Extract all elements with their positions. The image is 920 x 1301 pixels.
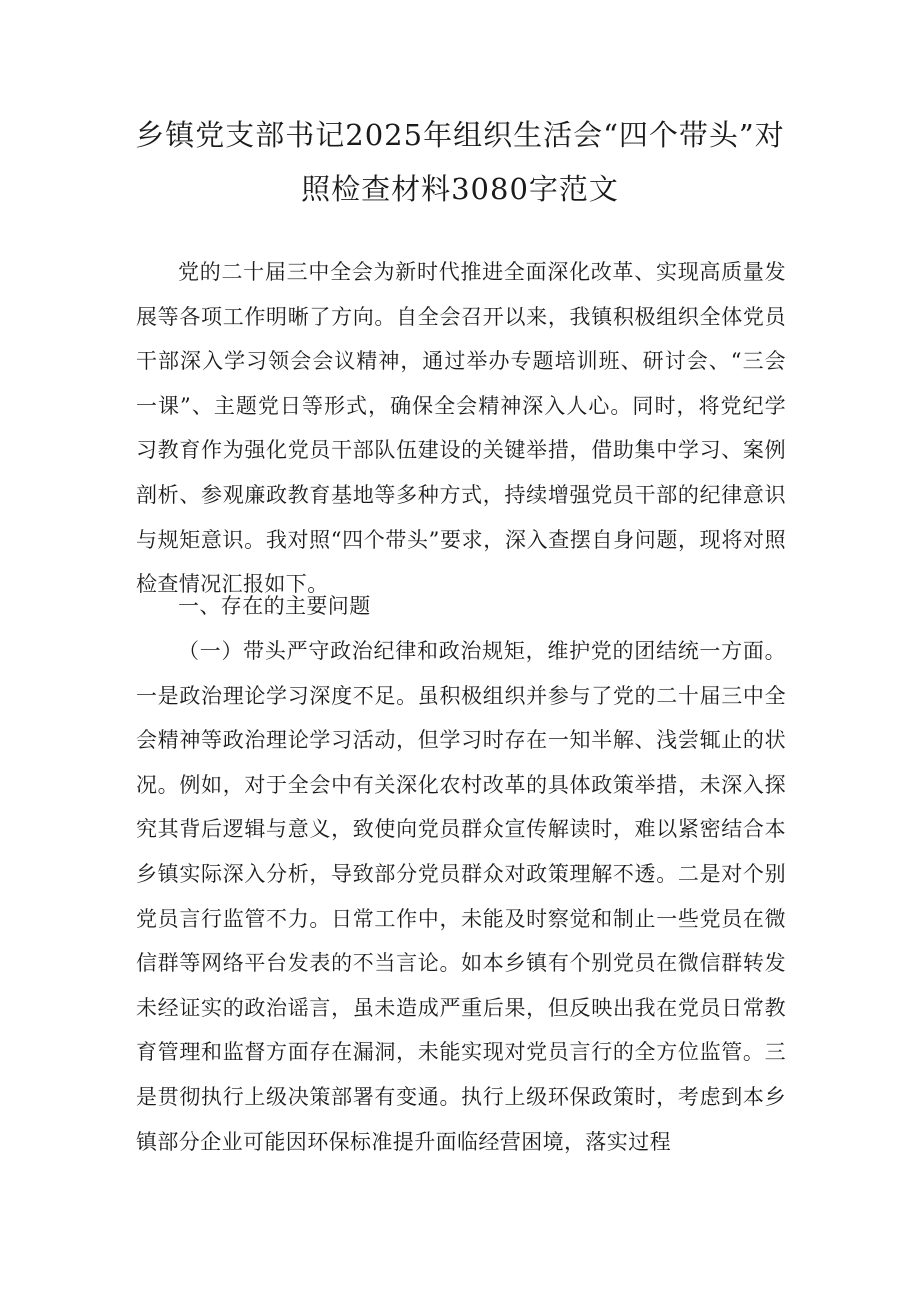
- document-title: [130, 108, 790, 216]
- title-line-2: 照检查材料3080字范文: [301, 172, 619, 206]
- section-heading: 一、存在的主要问题: [178, 594, 371, 618]
- subsection-paragraph: （一）带头严守政治纪律和政治规矩，维护党的团结统一方面。一是政治理论学习深度不足。虽积极组织并参与了党的二十届三中全会精神等政治理论学习活动，但学习时存在一知半解、浅尝辄止的状况。例如，对于全会中有关深化农村改革的具体政策举措，未深入探究其背后逻辑与意义，致使向党员群众宣传解读时，难以紧密结合本乡镇实际深入分析，导致部分党员群众对政策理解不透。二是对个别党员言行监管不力。日常工作中，未能及时察觉和制止一些党员在微信群等网络平台发表的不当言论。如本乡镇有个别党员在微信群转发未经证实的政治谣言，虽未造成严重后果，但反映出我在党员日常教育管理和监督方面存在漏洞，未能实现对党员言行的全方位监管。三是贯彻执行上级决策部署有变通。执行上级环保政策时，考虑到本乡镇部分企业可能因环保标准提升面临经营困境，落实过程: [136, 639, 786, 1154]
- intro-paragraph: 党的二十届三中全会为新时代推进全面深化改革、实现高质量发展等各项工作明晰了方向。自全会召开以来，我镇积极组织全体党员干部深入学习领会会议精神，通过举办专题培训班、研讨会、“三会一课”、主题党日等形式，确保全会精神深入人心。同时，将党纪学习教育作为强化党员干部队伍建设的关键举措，借助集中学习、案例剖析、参观廉政教育基地等多种方式，持续增强党员干部的纪律意识与规矩意识。我对照“四个带头”要求，深入查摆自身问题，现将对照检查情况汇报如下。: [136, 260, 786, 597]
- title-line-1: 乡镇党支部书记2025年组织生活会“四个带头”对: [135, 118, 785, 152]
